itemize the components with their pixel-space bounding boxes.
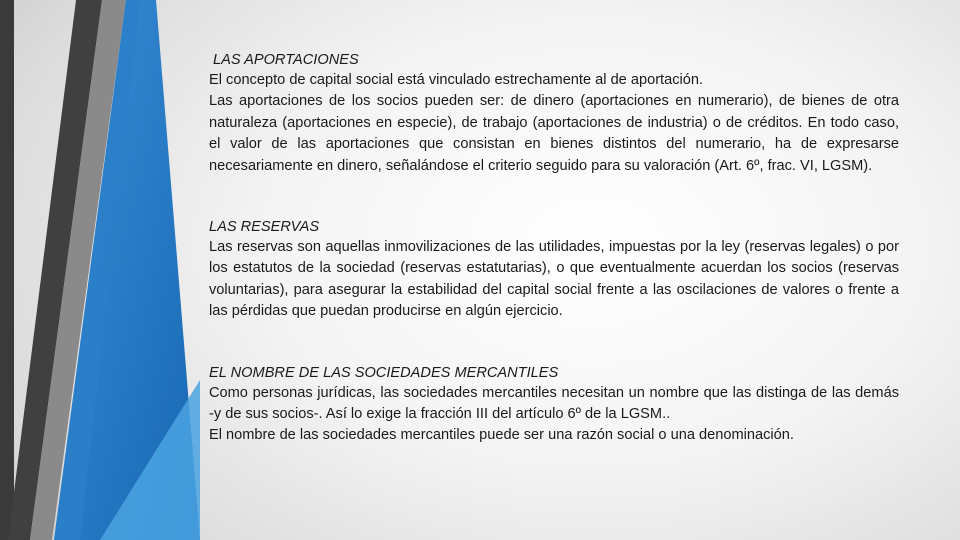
section-nombre	[209, 363, 899, 447]
section-paragraph: Las reservas son aquellas inmovilizaciones de las utilidades, impuestas por la ley (reservas legales) o por los estatutos de la sociedad (reservas estatutarias), o que eventualmente acuerdan los socios (reservas voluntarias), para asegurar la estabilidad del capital social frente a las oscilaciones de valores o frente a las pérdidas que puedan producirse en algún ejercicio.	[209, 239, 899, 320]
section-paragraph: Como personas jurídicas, las sociedades mercantiles necesitan un nombre que las distinga de las demás -y de sus socios-. Así lo exige la fracción III del artículo 6º de la LGSM..	[209, 384, 899, 423]
section-heading: LAS RESERVAS	[209, 219, 320, 236]
section-heading: EL NOMBRE DE LAS SOCIEDADES MERCANTILES	[209, 364, 559, 381]
decorative-stripes	[0, 0, 200, 540]
section-reservas	[209, 217, 899, 323]
section-aportaciones	[209, 50, 899, 177]
dark-stripe	[0, 0, 14, 540]
section-paragraph: El concepto de capital social está vinculado estrechamente al de aportación.	[209, 72, 704, 88]
section-paragraph: Las aportaciones de los socios pueden ser: de dinero (aportaciones en numerario), de bienes de otra naturaleza (aportaciones en especie), de trabajo (aportaciones de industria) o de créditos. En todo caso, el valor de las aportaciones que consistan en bienes distintos del numerario, ha de expresarse necesariamente en dinero, señalándose el criterio seguido para su valoración (Art. 6º, frac. VI, LGSM).	[209, 93, 899, 174]
document-content	[209, 50, 899, 447]
section-heading: LAS APORTACIONES	[213, 52, 359, 68]
section-paragraph: El nombre de las sociedades mercantiles puede ser una razón social o una denominación.	[209, 427, 794, 444]
